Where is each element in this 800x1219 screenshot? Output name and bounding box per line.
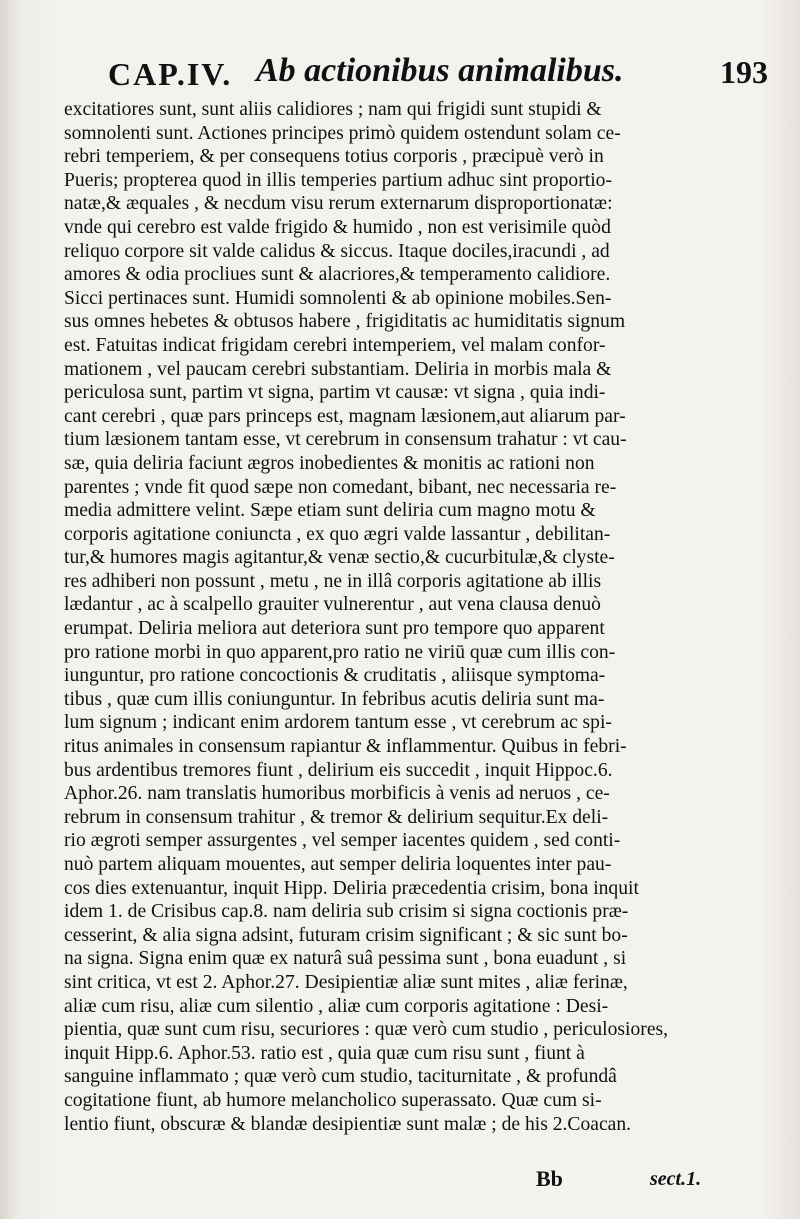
chapter-title: Ab actionibus animalibus. xyxy=(256,52,624,89)
text-line: media admittere velint. Sæpe etiam sunt deliria cum magno motu & xyxy=(64,500,596,522)
body-text xyxy=(64,98,730,1136)
text-line: lædantur , ac à scalpello grauiter vulnerentur , aut vena clausa denuò xyxy=(64,594,601,616)
text-line: pientia, quæ sunt cum risu, securiores : quæ verò cum studio , periculosiores, xyxy=(64,1019,669,1041)
text-line: bus ardentibus tremores fiunt , delirium eis succedit , inquit Hippoc.6. xyxy=(64,759,613,781)
text-line: parentes ; vnde fit quod sæpe non comedant, bibant, nec necessaria re- xyxy=(64,476,617,498)
text-line: corporis agitatione coniuncta , ex quo ægri valde lassantur , debilitan- xyxy=(64,523,611,545)
text-line: est. Fatuitas indicat frigidam cerebri intemperiem, vel malam confor- xyxy=(64,334,606,356)
chapter-label: CAP.IV. xyxy=(108,56,233,92)
text-line: cos dies extenuantur, inquit Hipp. Deliria præcedentia crisim, bona inquit xyxy=(64,877,639,899)
text-line: sus omnes hebetes & obtusos habere , frigiditatis ac humiditatis signum xyxy=(64,311,626,333)
text-line: cant cerebri , quæ pars princeps est, magnam læsionem,aut aliarum par- xyxy=(64,405,626,427)
text-line: rio ægroti semper assurgentes , vel semper iacentes quidem , sed conti- xyxy=(64,830,621,852)
running-header xyxy=(108,48,768,98)
text-line: reliquo corpore sit valde calidus & siccus. Itaque dociles,iracundi , ad xyxy=(64,240,610,262)
text-line: lentio fiunt, obscuræ & blandæ desipientiæ sunt malæ ; de his 2.Coacan. xyxy=(64,1113,632,1135)
text-line: vnde qui cerebro est valde frigido & humido , non est verisimile quòd xyxy=(64,216,611,238)
catchword: sect.1. xyxy=(650,1168,702,1190)
text-line: sæ, quia deliria faciunt ægros inobedientes & monitis ac rationi non xyxy=(64,452,595,474)
signature-mark: Bb xyxy=(536,1166,563,1191)
text-line: natæ,& æquales , & necdum visu rerum externarum disproportionatæ: xyxy=(64,193,613,215)
page-number: 193 xyxy=(720,54,768,90)
text-line: ritus animales in consensum rapiantur & inflammentur. Quibus in febri- xyxy=(64,736,627,758)
text-line: periculosa sunt, partim vt signa, partim vt causæ: vt signa , quia indi- xyxy=(64,382,606,404)
text-line: na signa. Signa enim quæ ex naturâ suâ pessima sunt , bona euadunt , si xyxy=(64,948,627,970)
text-line: aliæ cum risu, aliæ cum silentio , aliæ cum corporis agitatione : Desi- xyxy=(64,995,609,1017)
text-line: somnolenti sunt. Actiones principes primò quidem ostendunt solam ce- xyxy=(64,122,621,144)
text-line: iunguntur, pro ratione concoctionis & cruditatis , aliisque symptoma- xyxy=(64,665,606,687)
text-line: nuò partem aliquam mouentes, aut semper deliria loquentes inter pau- xyxy=(64,854,612,875)
text-line: tibus , quæ cum illis coniunguntur. In febribus acutis deliria sunt ma- xyxy=(64,688,605,710)
text-line: inquit Hipp.6. Aphor.53. ratio est , quia quæ cum risu sunt , fiunt à xyxy=(64,1042,585,1064)
text-line: excitatiores sunt, sunt aliis calidiores ; nam qui frigidi sunt stupidi & xyxy=(64,99,602,120)
text-line: tium læsionem tantam esse, vt cerebrum in consensum trahatur : vt cau- xyxy=(64,429,627,451)
text-line: Aphor.26. nam translatis humoribus morbificis à venis ad neruos , ce- xyxy=(64,783,610,805)
text-line: idem 1. de Crisibus cap.8. nam deliria sub crisim si signa coctionis præ- xyxy=(64,901,629,923)
text-line: rebrum in consensum trahitur , & tremor & delirium sequitur.Ex deli- xyxy=(64,806,609,828)
text-line: lum signum ; indicant enim ardorem tantum esse , vt cerebrum ac spi- xyxy=(64,712,612,734)
text-line: sanguine inflammato ; quæ verò cum studio, taciturnitate , & profundâ xyxy=(64,1066,617,1088)
text-line: erumpat. Deliria meliora aut deteriora sunt pro tempore quo apparent xyxy=(64,618,605,640)
text-line: rebri temperiem, & per consequens totius corporis , præcipuè verò in xyxy=(64,146,604,168)
text-line: amores & odia procliues sunt & alacriores,& temperamento calidiore. xyxy=(64,264,611,286)
text-line: cesserint, & alia signa adsint, futuram crisim significant ; & sic sunt bo- xyxy=(64,924,628,946)
text-line: pro ratione morbi in quo apparent,pro ratio ne viriū quæ cum illis con- xyxy=(64,641,616,663)
text-line: tur,& humores magis agitantur,& venæ sectio,& cucurbitulæ,& clyste- xyxy=(64,547,615,569)
text-line: Pueris; propterea quod in illis temperies partium adhuc sint proportio- xyxy=(64,169,612,191)
text-line: res adhiberi non possunt , metu , ne in illâ corporis agitatione ab illis xyxy=(64,570,602,592)
text-line: sint critica, vt est 2. Aphor.27. Desipientiæ aliæ sunt mites , aliæ ferinæ, xyxy=(64,971,628,993)
text-line: mationem , vel paucam cerebri substantiam. Deliria in morbis mala & xyxy=(64,358,612,380)
text-line: cogitatione fiunt, ab humore melancholico superassato. Quæ cum si- xyxy=(64,1089,602,1111)
text-line: Sicci pertinaces sunt. Humidi somnolenti & ab opinione mobiles.Sen- xyxy=(64,287,612,309)
page-footer xyxy=(0,1166,800,1196)
